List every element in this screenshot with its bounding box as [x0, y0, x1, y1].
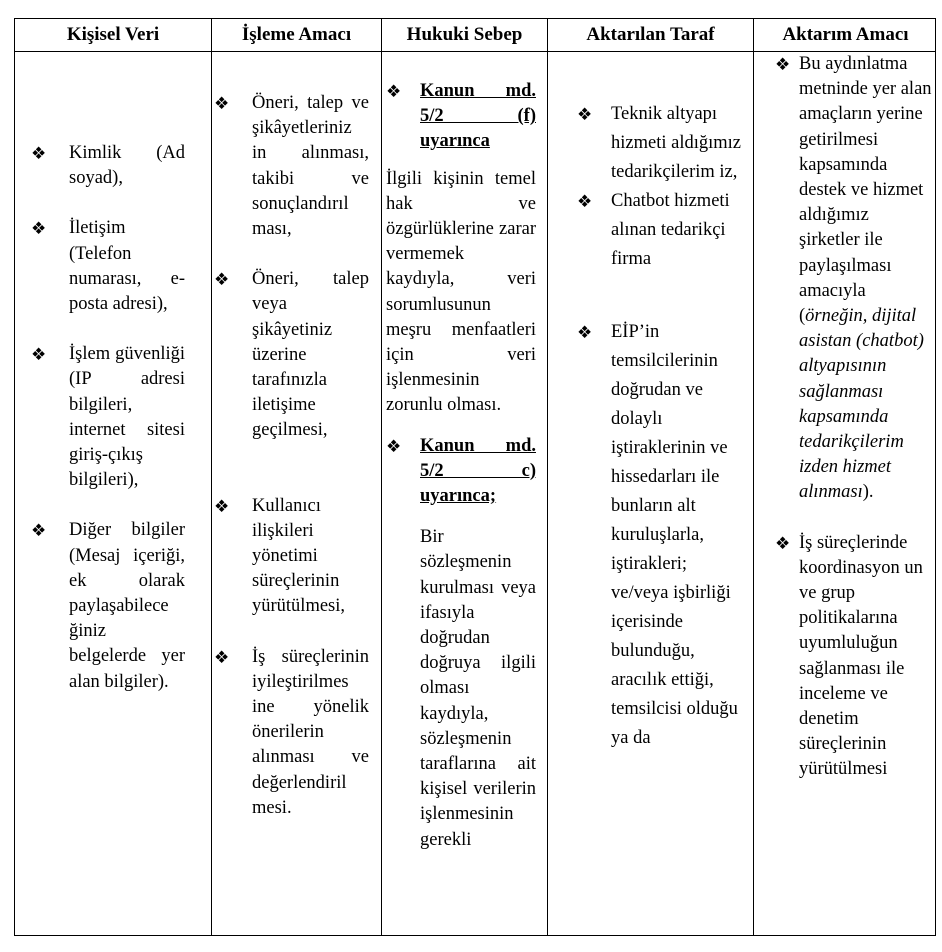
header-aktarilan-taraf: Aktarılan Taraf: [586, 24, 715, 45]
diamond-bullet-icon: ❖: [775, 55, 791, 74]
diamond-bullet-icon: ❖: [577, 105, 593, 124]
diamond-bullet-icon: ❖: [31, 345, 47, 365]
item-eip-temsilcileri: EİP’in temsilcilerinin doğrudan ve dolaylı iştiraklerinin ve hissedarları ile bunların alt kuruluşlarla, iştirakleri; ve/veya işbirliği içerisinde bulunduğu, aracılık ettiği, temsilcisi olduğu ya da: [611, 322, 738, 748]
column-divider: [381, 19, 382, 935]
header-hukuki-sebep: Hukuki Sebep: [406, 24, 523, 45]
col-aktarim-amaci: [775, 52, 933, 783]
data-processing-table: [14, 18, 936, 936]
item-destek-hizmet-suffix: ).: [862, 482, 874, 503]
item-oneri-talep-alinmasi: Öneri, talep ve şikâyetleriniz in alınması, takibi ve sonuçlandırıl ması,: [252, 93, 369, 240]
col-hukuki-sebep: [386, 79, 536, 853]
list-item: [775, 531, 933, 783]
list-item: [775, 52, 933, 506]
paragraph-mesru-menfaat: İlgili kişinin temel hak ve özgürlüklerine zarar vermemek kaydıyla, veri sorumlusunun meşru menfaatleri için veri işlenmesinin zorunlu olması.: [386, 168, 536, 416]
paragraph-sozlesme: Bir sözleşmenin kurulması veya ifasıyla doğrudan doğruya ilgili olması kaydıyla, sözleşmenin taraflarına ait kişisel verilerin işlenmesinin gerekli: [420, 527, 536, 850]
list-item: [214, 91, 369, 242]
item-iletisim: İletişim (Telefon numarası, e-posta adresi),: [69, 218, 185, 315]
item-teknik-altyapi: Teknik altyapı hizmeti aldığımız tedarikçilerim iz,: [611, 104, 741, 182]
diamond-bullet-icon: ❖: [214, 496, 230, 516]
diamond-bullet-icon: ❖: [577, 192, 593, 211]
item-is-surecleri-iyilestirme: İş süreçlerinin iyileştirilmes ine yönelik önerilerin alınması ve değerlendiril mesi.: [252, 646, 369, 818]
diamond-bullet-icon: ❖: [31, 521, 47, 541]
list-item: [31, 518, 185, 694]
diamond-bullet-icon: ❖: [577, 323, 593, 342]
list-item: [31, 342, 185, 493]
heading-md-5-2-c: Kanun md. 5/2 c) uyarınca;: [420, 435, 536, 507]
diamond-bullet-icon: ❖: [214, 94, 230, 113]
item-destek-hizmet-prefix: Bu aydınlatma metninde yer alan amaçların yerine getirilmesi kapsamında destek ve hizmet aldığımız şirketler ile paylaşılması amacıyla (: [799, 54, 932, 327]
item-is-surecleri-koordinasyon: İş süreçlerinde koordinasyon un ve grup politikalarına uyumluluğun sağlanması ile inceleme ve denetim süreçlerinin yürütülmesi: [799, 532, 923, 780]
item-chatbot-tedarikci: Chatbot hizmeti alınan tedarikçi firma: [611, 191, 730, 269]
diamond-bullet-icon: ❖: [386, 436, 402, 456]
list-item: [577, 187, 747, 274]
column-divider: [753, 19, 754, 935]
header-kisisel-veri: Kişisel Veri: [66, 24, 160, 45]
list-item: [214, 494, 369, 620]
list-item: [577, 100, 747, 187]
diamond-bullet-icon: ❖: [31, 219, 47, 239]
item-kullanici-iliskileri: Kullanıcı ilişkileri yönetimi süreçlerinin yürütülmesi,: [252, 495, 346, 617]
item-iletisime-gecilmesi: Öneri, talep veya şikâyetiniz üzerine tarafınızla iletişime geçilmesi,: [252, 269, 369, 441]
diamond-bullet-icon: ❖: [214, 270, 230, 290]
legal-basis-heading: [386, 79, 536, 155]
diamond-bullet-icon: ❖: [386, 82, 402, 101]
list-item: [214, 267, 369, 443]
col-isleme-amaci: [214, 91, 369, 821]
list-item: [31, 216, 185, 317]
item-chatbot-example: örneğin, dijital asistan (chatbot) altyapısının sağlanması kapsamında tedarikçilerim izden hizmet alınması: [799, 306, 924, 503]
diamond-bullet-icon: ❖: [775, 533, 791, 553]
list-item: [31, 141, 185, 191]
list-item: [214, 645, 369, 821]
diamond-bullet-icon: ❖: [31, 144, 47, 163]
column-divider: [547, 19, 548, 935]
column-divider: [211, 19, 212, 935]
header-aktarim-amaci: Aktarım Amacı: [782, 24, 909, 45]
item-islem-guvenligi: İşlem güvenliği (IP adresi bilgileri, internet sitesi giriş-çıkış bilgileri),: [69, 344, 185, 491]
item-diger-bilgiler: Diğer bilgiler (Mesaj içeriği, ek olarak paylaşabilece ğiniz belgelerde yer alan bilgiler).: [69, 520, 185, 692]
col-aktarilan-taraf: [577, 100, 747, 753]
col-kisisel-veri: [31, 141, 185, 695]
header-isleme-amaci: İşleme Amacı: [241, 24, 352, 45]
diamond-bullet-icon: ❖: [214, 647, 230, 667]
heading-md-5-2-f: Kanun md. 5/2 (f) uyarınca: [420, 81, 536, 152]
legal-basis-heading: [386, 434, 536, 510]
item-kimlik: Kimlik (Ad soyad),: [69, 143, 185, 189]
list-item: [577, 318, 747, 753]
